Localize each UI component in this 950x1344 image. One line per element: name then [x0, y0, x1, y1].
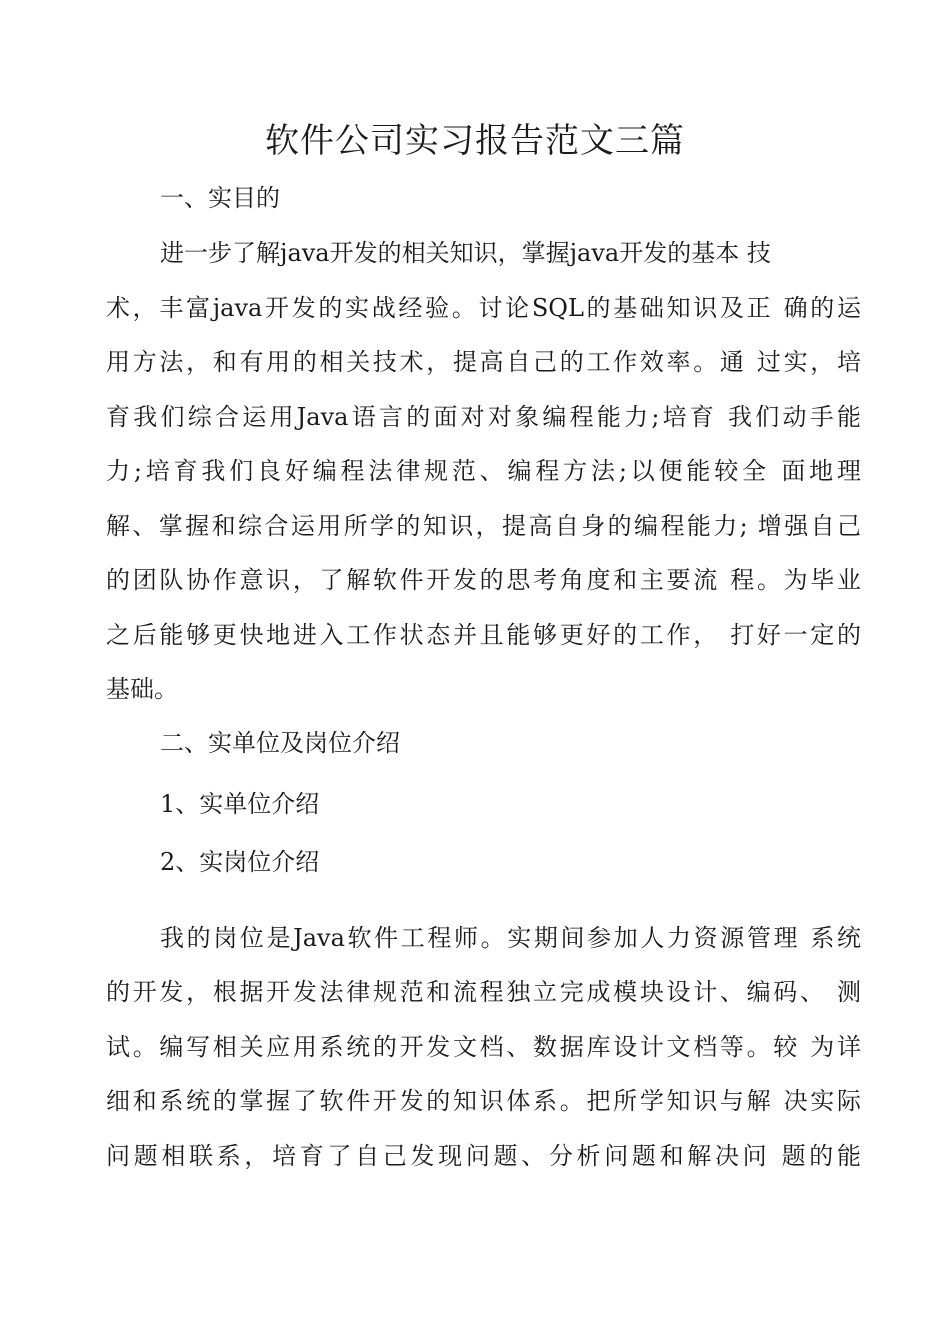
paragraph-line: 力;培育我们良好编程法律规范、编程方法;以便能较全 面地理 — [106, 457, 861, 485]
paragraph-line: 细和系统的掌握了软件开发的知识体系。把所学知识与解 决实际 — [106, 1087, 861, 1115]
paragraph-line: 进一步了解java开发的相关知识，掌握java开发的基本 技 — [160, 239, 771, 267]
paragraph-line: 试。编写相关应用系统的开发文档、数据库设计文档等。较 为详 — [106, 1033, 861, 1061]
subheading-unit-intro: 1、实单位介绍 — [160, 790, 320, 818]
paragraph-line: 解、掌握和综合运用所学的知识，提高自身的编程能力; 增强自己 — [106, 512, 861, 540]
paragraph-line: 之后能够更快地进入工作状态并且能够更好的工作， 打好一定的 — [106, 621, 861, 649]
paragraph-line: 的团队协作意识，了解软件开发的思考角度和主要流 程。为毕业 — [106, 566, 861, 594]
section-heading-unit: 二、实单位及岗位介绍 — [160, 729, 400, 757]
paragraph-line: 我的岗位是Java软件工程师。实期间参加人力资源管理 系统 — [160, 924, 861, 952]
section-heading-purpose: 一、实目的 — [160, 184, 280, 212]
paragraph-line: 术，丰富java开发的实战经验。讨论SQL的基础知识及正 确的运 — [106, 294, 861, 322]
paragraph-line: 基础。 — [106, 675, 178, 703]
document-title: 软件公司实习报告范文三篇 — [265, 121, 685, 161]
paragraph-line: 育我们综合运用Java语言的面对对象编程能力;培育 我们动手能 — [106, 403, 861, 431]
paragraph-line: 的开发，根据开发法律规范和流程独立完成模块设计、编码、 测 — [106, 978, 861, 1006]
paragraph-line: 问题相联系，培育了自己发现问题、分析问题和解决问 题的能 — [106, 1142, 861, 1170]
subheading-position-intro: 2、实岗位介绍 — [160, 848, 320, 876]
paragraph-line: 用方法，和有用的相关技术，提高自己的工作效率。通 过实，培 — [106, 348, 861, 376]
